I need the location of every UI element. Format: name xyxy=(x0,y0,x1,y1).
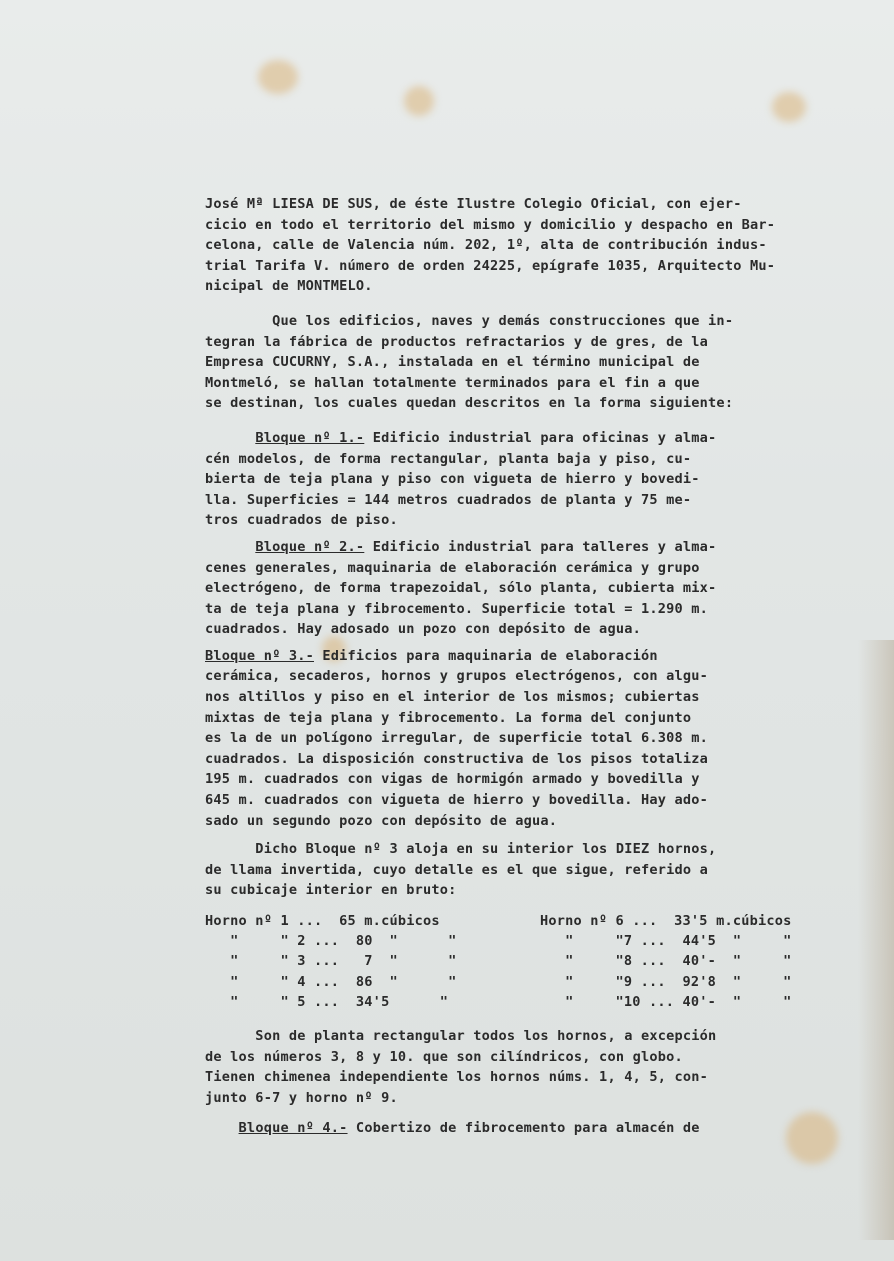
text-line: de llama invertida, cuyo detalle es el que sigue, referido a xyxy=(205,861,709,878)
text-line: Que los edificios, naves y demás construcciones que in- xyxy=(205,312,734,329)
text-line: junto 6-7 y horno nº 9. xyxy=(205,1089,398,1106)
text-line: ta de teja plana y fibrocemento. Superficie total = 1.290 m. xyxy=(205,600,709,617)
text-line: tegran la fábrica de productos refractarios y de gres, de la xyxy=(205,333,709,350)
text-line: trial Tarifa V. número de orden 24225, epígrafe 1035, Arquitecto Mu- xyxy=(205,257,776,274)
paper-stain xyxy=(772,92,806,122)
paper-stain xyxy=(404,86,434,116)
text-line: Dicho Bloque nº 3 aloja en su interior los DIEZ hornos, xyxy=(205,841,717,858)
text-line: cicio en todo el territorio del mismo y domicilio y despacho en Bar- xyxy=(205,216,776,233)
text-line: de los números 3, 8 y 10. que son cilíndricos, con globo. xyxy=(205,1048,683,1065)
text-line: Son de planta rectangular todos los hornos, a excepción xyxy=(205,1028,717,1045)
text-line: lla. Superficies = 144 metros cuadrados de planta y 75 me- xyxy=(205,491,692,508)
bloque-1-heading: Bloque nº 1.- xyxy=(255,429,365,446)
bloque-4-heading: Bloque nº 4.- xyxy=(238,1120,348,1137)
bloque-4: Bloque nº 4.- Cobertizo de fibrocemento para almacén de xyxy=(238,1120,700,1137)
paper-stain xyxy=(258,60,298,94)
text-line: mixtas de teja plana y fibrocemento. La forma del conjunto xyxy=(205,709,692,726)
text-line: es la de un polígono irregular, de superficie total 6.308 m. xyxy=(205,730,709,747)
text-line: nos altillos y piso en el interior de los mismos; cubiertas xyxy=(205,689,700,706)
bloque-1: Bloque nº 1.- Edificio industrial para oficinas y alma- cén modelos, de forma rectangular, planta baja y piso, cu- bierta de teja plana y piso con vigueta de hierro y bovedi- lla. Superficies = 144 metros cuadrados de planta y 75 me- tros cuadrados de piso. xyxy=(205,428,855,531)
text-line: cuadrados. La disposición constructiva de los pisos totaliza xyxy=(205,750,709,767)
son-paragraph xyxy=(205,1026,855,1108)
table-row: " " 4 ... 86 " " " "9 ... 92'8 " " xyxy=(205,973,792,990)
text-line: Tienen chimenea independiente los hornos núms. 1, 4, 5, con- xyxy=(205,1069,709,1086)
text-line: cén modelos, de forma rectangular, planta baja y piso, cu- xyxy=(205,450,692,467)
text-line: cuadrados. Hay adosado un pozo con depósito de agua. xyxy=(205,621,641,638)
text-line: celona, calle de Valencia núm. 202, 1º, alta de contribución indus- xyxy=(205,237,767,254)
text-line: electrógeno, de forma trapezoidal, sólo planta, cubierta mix- xyxy=(205,580,717,597)
text-line: bierta de teja plana y piso con vigueta de hierro y bovedi- xyxy=(205,471,700,488)
text-line: 195 m. cuadrados con vigas de hormigón armado y bovedilla y xyxy=(205,771,700,788)
document-body xyxy=(205,194,855,1139)
table-row: " " 5 ... 34'5 " " "10 ... 40'- " " xyxy=(205,993,792,1010)
text-line: su cubicaje interior en bruto: xyxy=(205,882,457,899)
bloque-3-heading: Bloque nº 3.- xyxy=(205,647,314,664)
text-line: tros cuadrados de piso. xyxy=(205,512,398,529)
que-paragraph xyxy=(205,311,855,414)
page-edge-shadow xyxy=(858,640,894,1240)
text-line: Montmeló, se hallan totalmente terminados para el fin a que xyxy=(205,374,700,391)
text-line: sado un segundo pozo con depósito de agua. xyxy=(205,812,558,829)
table-row: Horno nº 1 ... 65 m.cúbicos Horno nº 6 ... 33'5 m.cúbicos xyxy=(205,913,792,929)
text-line: se destinan, los cuales quedan descritos en la forma siguiente: xyxy=(205,395,734,412)
table-row: " " 3 ... 7 " " " "8 ... 40'- " " xyxy=(205,953,792,970)
text-line: Empresa CUCURNY, S.A., instalada en el término municipal de xyxy=(205,354,700,371)
intro-paragraph xyxy=(205,194,855,297)
bloque-2: Bloque nº 2.- Edificio industrial para talleres y alma- cenes generales, maquinaria de elaboración cerámica y grupo electrógeno, de forma trapezoidal, sólo planta, cubierta mix- ta de teja plana y fibrocemento. Superficie total = 1.290 m. cuadrados. Hay adosado un pozo con depósito de agua. xyxy=(205,537,855,640)
text-line: cenes generales, maquinaria de elaboración cerámica y grupo xyxy=(205,559,700,576)
ovens-table xyxy=(205,911,792,1012)
table-row: " " 2 ... 80 " " " "7 ... 44'5 " " xyxy=(205,933,792,950)
bloque-3: Bloque nº 3.- Edificios para maquinaria de elaboración cerámica, secaderos, hornos y grupos electrógenos, con algu- nos altillos y piso en el interior de los mismos; cubiertas mixtas de teja plana y fibrocemento. La forma del conjunto es la de un polígono irregular, de superficie total 6.308 m. cuadrados. La disposición constructiva de los pisos totaliza 195 m. cuadrados con vigas de hormigón armado y bovedilla y 645 m. cuadrados con vigueta de hierro y bovedilla. Hay ado- sado un segundo pozo con depósito de agua. xyxy=(205,646,855,831)
dicho-paragraph xyxy=(205,839,855,901)
text-line: nicipal de MONTMELO. xyxy=(205,278,373,295)
bloque-2-heading: Bloque nº 2.- xyxy=(255,538,365,555)
text-line: cerámica, secaderos, hornos y grupos electrógenos, con algu- xyxy=(205,668,709,685)
text-line: José Mª LIESA DE SUS, de éste Ilustre Colegio Oficial, con ejer- xyxy=(205,196,742,212)
text-line: 645 m. cuadrados con vigueta de hierro y bovedilla. Hay ado- xyxy=(205,792,709,809)
